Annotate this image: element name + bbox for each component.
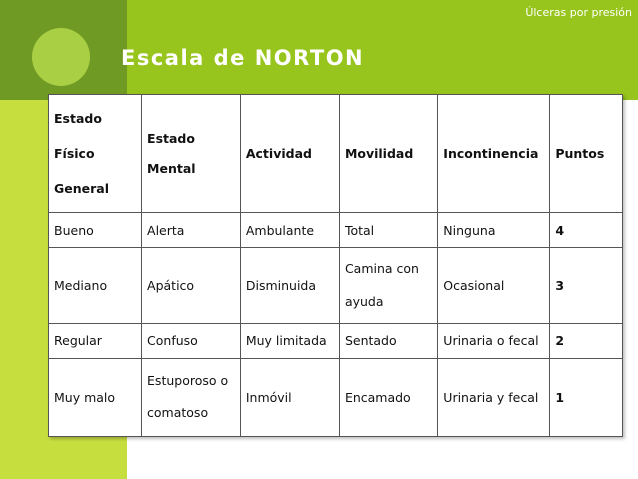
cell-estado-mental: Apático — [142, 248, 241, 324]
header-puntos: Puntos — [550, 95, 623, 213]
cell-movilidad: Total — [339, 213, 437, 248]
cell-actividad: Ambulante — [240, 213, 339, 248]
header-actividad: Actividad — [240, 95, 339, 213]
cell-incontinencia: Ocasional — [438, 248, 550, 324]
cell-puntos: 3 — [550, 248, 623, 324]
cell-movilidad: Encamado — [339, 358, 437, 436]
cell-actividad: Disminuida — [240, 248, 339, 324]
cell-estado-fisico: Mediano — [49, 248, 142, 324]
cell-puntos: 4 — [550, 213, 623, 248]
cell-incontinencia: Urinaria y fecal — [438, 358, 550, 436]
table-row — [49, 248, 623, 324]
slide-title: Escala de NORTON — [121, 46, 365, 70]
circle-decor-icon — [32, 28, 90, 86]
table-header-row — [49, 95, 623, 213]
cell-actividad: Inmóvil — [240, 358, 339, 436]
cell-movilidad: Camina con ayuda — [339, 248, 437, 324]
table-row — [49, 213, 623, 248]
cell-estado-mental: Estuporoso o comatoso — [142, 358, 241, 436]
header-incontinencia: Incontinencia — [438, 95, 550, 213]
cell-actividad: Muy limitada — [240, 324, 339, 359]
cell-puntos: 2 — [550, 324, 623, 359]
header-estado-fisico: Estado Físico General — [49, 95, 142, 213]
cell-incontinencia: Urinaria o fecal — [438, 324, 550, 359]
cell-estado-mental: Confuso — [142, 324, 241, 359]
cell-incontinencia: Ninguna — [438, 213, 550, 248]
header-estado-mental: Estado Mental — [142, 95, 241, 213]
table-row — [49, 324, 623, 359]
header-tag: Úlceras por presión — [525, 6, 632, 19]
cell-estado-fisico: Bueno — [49, 213, 142, 248]
header-movilidad: Movilidad — [339, 95, 437, 213]
table-row — [49, 358, 623, 436]
norton-table-wrapper — [48, 94, 623, 437]
cell-estado-mental: Alerta — [142, 213, 241, 248]
cell-estado-fisico: Muy malo — [49, 358, 142, 436]
cell-movilidad: Sentado — [339, 324, 437, 359]
cell-estado-fisico: Regular — [49, 324, 142, 359]
cell-puntos: 1 — [550, 358, 623, 436]
norton-scale-table — [48, 94, 623, 437]
